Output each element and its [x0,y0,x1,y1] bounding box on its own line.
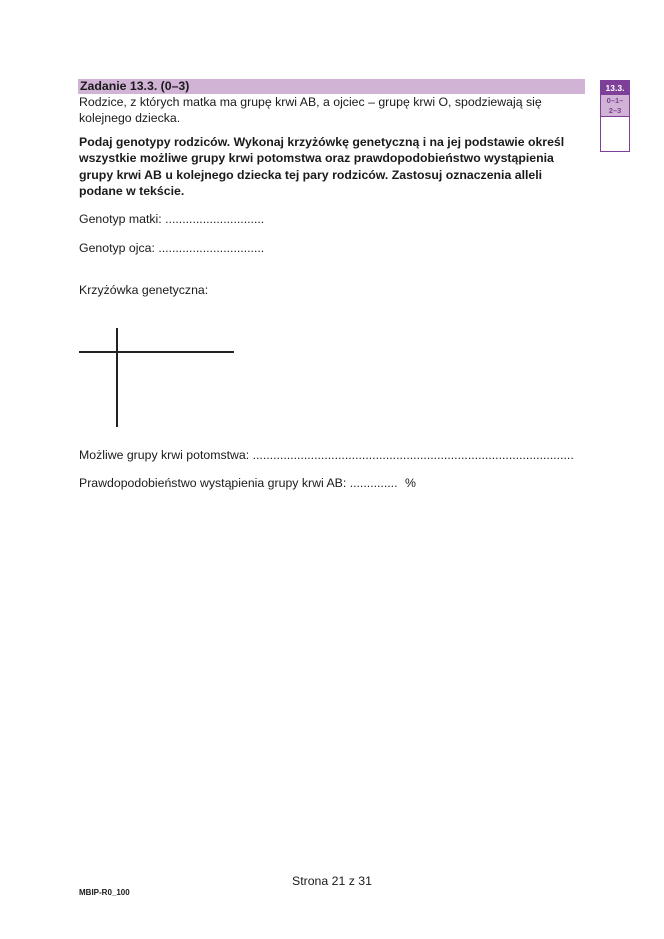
score-points-line2: 2–3 [608,106,622,115]
score-points-line1: 0–1– [606,96,624,105]
probability-label: Prawdopodobieństwo wystąpienia grupy krwi AB: [79,476,347,490]
mother-genotype-label: Genotyp matki: [79,212,162,226]
mother-genotype-blank[interactable]: ............................. [165,212,265,226]
mother-genotype-row [79,212,264,227]
page-number: Strona 21 z 31 [292,874,372,888]
score-box [600,80,630,152]
probability-blank[interactable]: .............. [349,476,398,490]
punnett-square-area[interactable] [79,328,239,427]
offspring-groups-label: Możliwe grupy krwi potomstwa: [79,448,250,462]
father-genotype-row [79,241,264,256]
probability-row [79,476,416,491]
probability-unit: % [404,476,416,490]
father-genotype-label: Genotyp ojca: [79,241,155,255]
score-box-points [601,95,629,117]
task-header: Zadanie 13.3. (0–3) [78,79,585,94]
task-intro: Rodzice, z których matka ma grupę krwi AB, a ojciec – grupę krwi O, spodziewają się kolejnego dziecka. [79,95,542,125]
father-genotype-blank[interactable]: ............................... [158,241,265,255]
cross-label: Krzyżówka genetyczna: [79,283,209,297]
score-box-number: 13.3. [601,81,629,95]
offspring-groups-blank[interactable]: .............................................................................................. [252,448,574,462]
score-entry-field[interactable] [601,117,629,151]
task-instruction: Podaj genotypy rodziców. Wykonaj krzyżówkę genetyczną i na jej podstawie określ wszystkie możliwe grupy krwi potomstwa oraz prawdopodobieństwo wystąpienia grupy krwi AB u kolejnego dziecka tej pary rodziców. Zastosuj oznaczenia alleli podane w tekście. [79,135,565,198]
document-code: MBIP-R0_100 [79,888,130,897]
offspring-groups-row [79,448,574,463]
